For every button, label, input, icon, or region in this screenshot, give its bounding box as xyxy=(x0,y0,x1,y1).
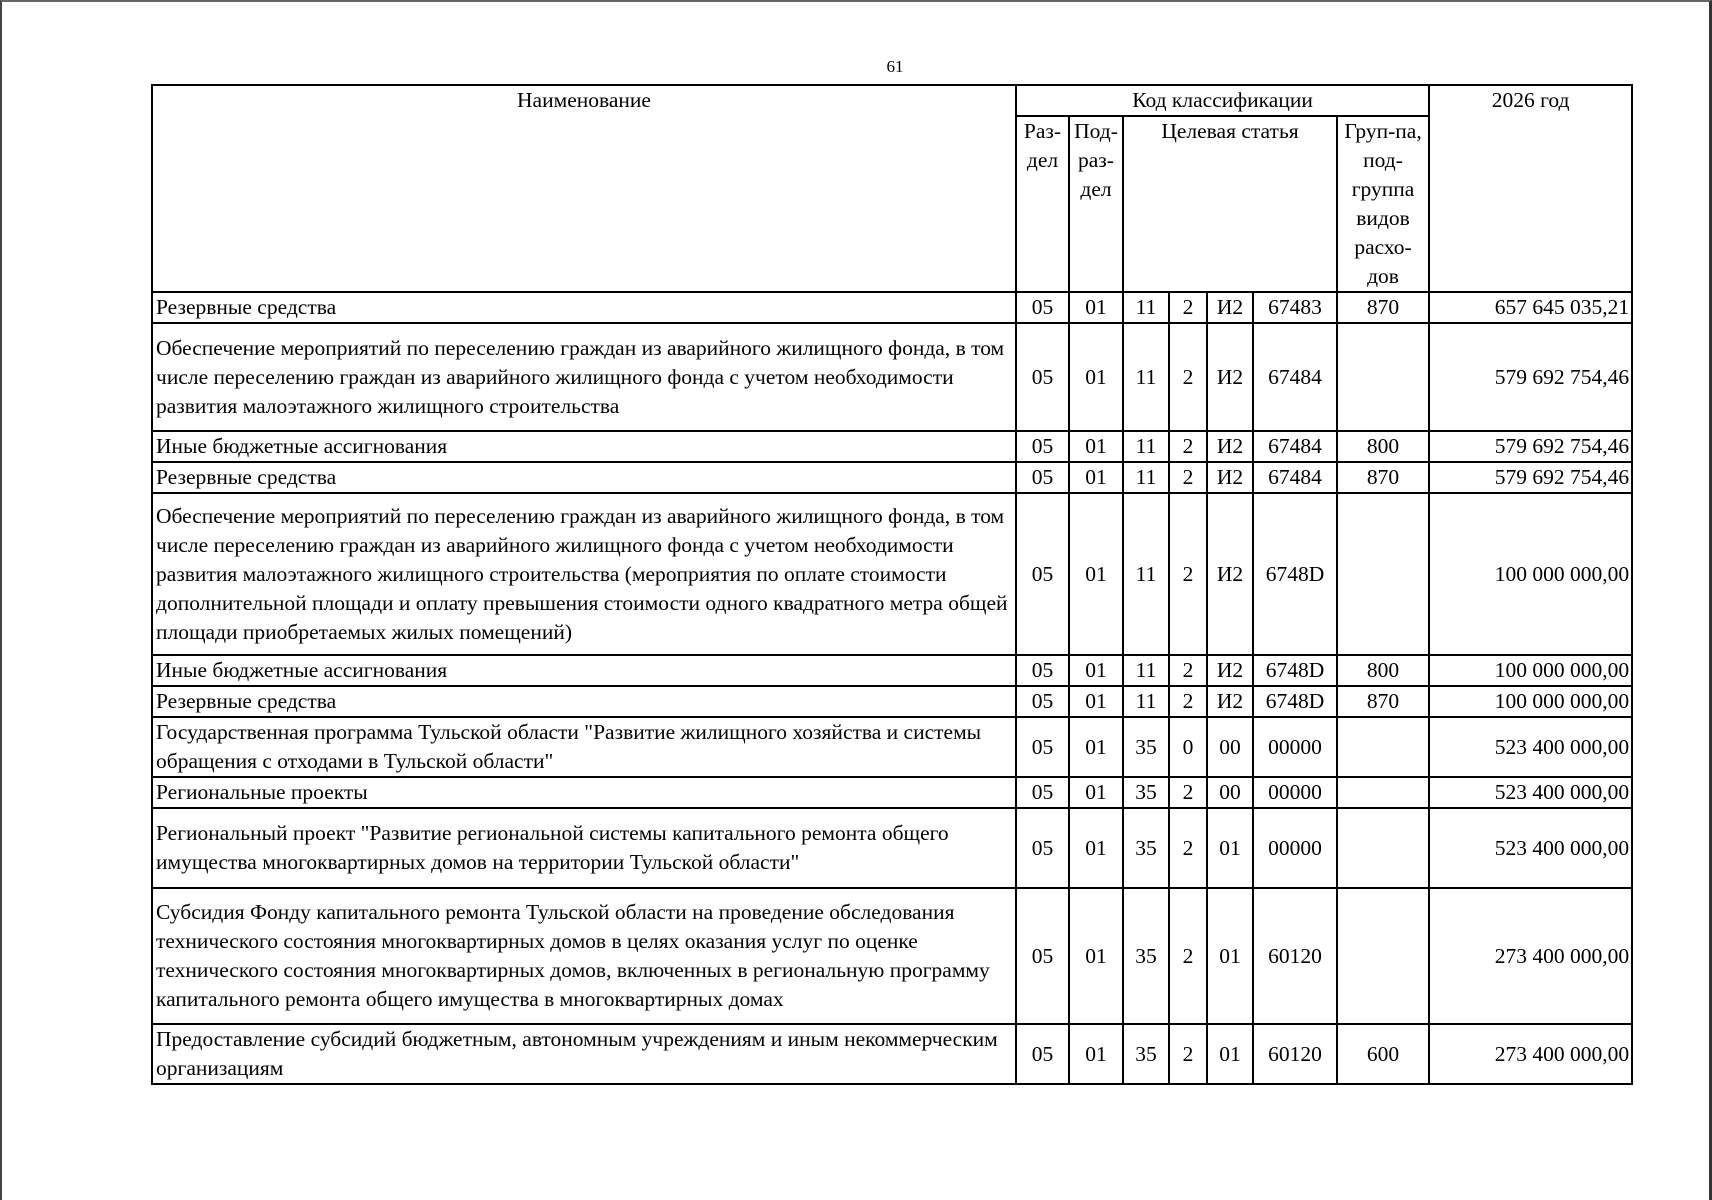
row-target-direction: 00 xyxy=(1207,777,1253,808)
row-expense-group: 600 xyxy=(1337,1024,1429,1084)
row-expense-group xyxy=(1337,323,1429,431)
row-expense-group: 800 xyxy=(1337,655,1429,686)
row-subsection: 01 xyxy=(1069,1024,1123,1084)
row-target-direction: И2 xyxy=(1207,686,1253,717)
header-expense-group: Груп-па, под-группа видов расхо-дов xyxy=(1337,116,1429,292)
row-target-direction: И2 xyxy=(1207,431,1253,462)
row-section: 05 xyxy=(1016,323,1069,431)
row-subsection: 01 xyxy=(1069,431,1123,462)
row-expense-group xyxy=(1337,493,1429,655)
table-row xyxy=(152,292,1632,323)
row-section: 05 xyxy=(1016,1024,1069,1084)
row-expense-group xyxy=(1337,777,1429,808)
row-target-program: 11 xyxy=(1123,686,1169,717)
row-target-code: 67483 xyxy=(1253,292,1337,323)
row-expense-group: 800 xyxy=(1337,431,1429,462)
row-subsection: 01 xyxy=(1069,292,1123,323)
row-amount: 100 000 000,00 xyxy=(1429,493,1632,655)
table-row xyxy=(152,777,1632,808)
row-target-direction: 01 xyxy=(1207,808,1253,888)
row-section: 05 xyxy=(1016,493,1069,655)
row-target-code: 67484 xyxy=(1253,431,1337,462)
row-target-direction: 00 xyxy=(1207,717,1253,777)
header-target-article: Целевая статья xyxy=(1123,116,1337,292)
row-target-direction: И2 xyxy=(1207,292,1253,323)
row-target-code: 67484 xyxy=(1253,323,1337,431)
row-section: 05 xyxy=(1016,292,1069,323)
row-amount: 579 692 754,46 xyxy=(1429,431,1632,462)
header-classification: Код классификации xyxy=(1016,85,1429,116)
row-target-subprogram: 2 xyxy=(1169,431,1207,462)
row-target-program: 35 xyxy=(1123,717,1169,777)
row-target-subprogram: 2 xyxy=(1169,686,1207,717)
row-target-code: 00000 xyxy=(1253,717,1337,777)
header-name: Наименование xyxy=(152,85,1016,292)
row-target-direction: 01 xyxy=(1207,888,1253,1024)
row-target-subprogram: 2 xyxy=(1169,292,1207,323)
row-expense-group: 870 xyxy=(1337,686,1429,717)
row-target-subprogram: 2 xyxy=(1169,808,1207,888)
row-target-subprogram: 2 xyxy=(1169,888,1207,1024)
row-name: Резервные средства xyxy=(152,292,1016,323)
row-name: Обеспечение мероприятий по переселению граждан из аварийного жилищного фонда, в том числе переселению граждан из аварийного жилищного фонда с учетом необходимости развития малоэтажного жилищного строительства (мероприятия по оплате стоимости дополнительной площади и оплату превышения стоимости одного квадратного метра общей площади приобретаемых жилых помещений) xyxy=(152,493,1016,655)
row-subsection: 01 xyxy=(1069,655,1123,686)
row-target-program: 11 xyxy=(1123,462,1169,493)
row-subsection: 01 xyxy=(1069,808,1123,888)
row-subsection: 01 xyxy=(1069,888,1123,1024)
row-section: 05 xyxy=(1016,777,1069,808)
table-row xyxy=(152,717,1632,777)
row-target-subprogram: 2 xyxy=(1169,1024,1207,1084)
row-target-code: 60120 xyxy=(1253,1024,1337,1084)
row-expense-group: 870 xyxy=(1337,292,1429,323)
row-target-code: 00000 xyxy=(1253,808,1337,888)
row-target-direction: И2 xyxy=(1207,462,1253,493)
row-target-code: 67484 xyxy=(1253,462,1337,493)
row-target-program: 35 xyxy=(1123,777,1169,808)
table-row xyxy=(152,462,1632,493)
table-row xyxy=(152,493,1632,655)
row-name: Иные бюджетные ассигнования xyxy=(152,431,1016,462)
row-amount: 657 645 035,21 xyxy=(1429,292,1632,323)
header-subsection: Под-раз-дел xyxy=(1069,116,1123,292)
table-row xyxy=(152,888,1632,1024)
row-subsection: 01 xyxy=(1069,323,1123,431)
row-name: Резервные средства xyxy=(152,686,1016,717)
row-target-subprogram: 2 xyxy=(1169,323,1207,431)
row-subsection: 01 xyxy=(1069,493,1123,655)
row-target-program: 11 xyxy=(1123,655,1169,686)
row-amount: 100 000 000,00 xyxy=(1429,655,1632,686)
table-row xyxy=(152,431,1632,462)
row-name: Региональный проект "Развитие региональной системы капитального ремонта общего имущества многоквартирных домов на территории Тульской области" xyxy=(152,808,1016,888)
row-target-direction: И2 xyxy=(1207,655,1253,686)
row-target-program: 11 xyxy=(1123,431,1169,462)
row-target-program: 35 xyxy=(1123,888,1169,1024)
row-target-code: 6748D xyxy=(1253,655,1337,686)
row-target-code: 00000 xyxy=(1253,777,1337,808)
row-name: Государственная программа Тульской области "Развитие жилищного хозяйства и системы обращения с отходами в Тульской области" xyxy=(152,717,1016,777)
header-year: 2026 год xyxy=(1429,85,1632,292)
budget-table xyxy=(151,84,1633,1085)
row-subsection: 01 xyxy=(1069,686,1123,717)
table-row xyxy=(152,1024,1632,1084)
row-section: 05 xyxy=(1016,462,1069,493)
row-expense-group xyxy=(1337,888,1429,1024)
row-name: Региональные проекты xyxy=(152,777,1016,808)
row-name: Обеспечение мероприятий по переселению граждан из аварийного жилищного фонда, в том числе переселению граждан из аварийного жилищного фонда с учетом необходимости развития малоэтажного жилищного строительства xyxy=(152,323,1016,431)
row-section: 05 xyxy=(1016,808,1069,888)
row-expense-group: 870 xyxy=(1337,462,1429,493)
row-name: Иные бюджетные ассигнования xyxy=(152,655,1016,686)
row-amount: 273 400 000,00 xyxy=(1429,1024,1632,1084)
row-amount: 523 400 000,00 xyxy=(1429,777,1632,808)
row-amount: 100 000 000,00 xyxy=(1429,686,1632,717)
row-subsection: 01 xyxy=(1069,462,1123,493)
row-expense-group xyxy=(1337,808,1429,888)
row-target-direction: И2 xyxy=(1207,493,1253,655)
row-amount: 273 400 000,00 xyxy=(1429,888,1632,1024)
table-body xyxy=(152,292,1632,1084)
row-subsection: 01 xyxy=(1069,777,1123,808)
row-target-subprogram: 2 xyxy=(1169,462,1207,493)
row-target-subprogram: 2 xyxy=(1169,655,1207,686)
table-row xyxy=(152,323,1632,431)
table-row xyxy=(152,686,1632,717)
row-section: 05 xyxy=(1016,888,1069,1024)
row-target-code: 6748D xyxy=(1253,686,1337,717)
row-subsection: 01 xyxy=(1069,717,1123,777)
row-name: Предоставление субсидий бюджетным, автономным учреждениям и иным некоммерческим организациям xyxy=(152,1024,1016,1084)
table-row xyxy=(152,808,1632,888)
row-section: 05 xyxy=(1016,655,1069,686)
row-target-subprogram: 2 xyxy=(1169,777,1207,808)
row-section: 05 xyxy=(1016,717,1069,777)
row-target-direction: И2 xyxy=(1207,323,1253,431)
row-name: Субсидия Фонду капитального ремонта Тульской области на проведение обследования технического состояния многоквартирных домов в целях оказания услуг по оценке технического состояния многоквартирных домов, включенных в региональную программу капитального ремонта общего имущества в многоквартирных домах xyxy=(152,888,1016,1024)
row-amount: 579 692 754,46 xyxy=(1429,462,1632,493)
row-amount: 523 400 000,00 xyxy=(1429,717,1632,777)
row-expense-group xyxy=(1337,717,1429,777)
row-section: 05 xyxy=(1016,431,1069,462)
page-number: 61 xyxy=(886,57,904,76)
header-section: Раз-дел xyxy=(1016,116,1069,292)
row-target-program: 11 xyxy=(1123,323,1169,431)
row-target-code: 6748D xyxy=(1253,493,1337,655)
row-section: 05 xyxy=(1016,686,1069,717)
row-target-program: 35 xyxy=(1123,1024,1169,1084)
row-target-program: 11 xyxy=(1123,493,1169,655)
row-name: Резервные средства xyxy=(152,462,1016,493)
row-amount: 523 400 000,00 xyxy=(1429,808,1632,888)
row-amount: 579 692 754,46 xyxy=(1429,323,1632,431)
table-row xyxy=(152,655,1632,686)
row-target-code: 60120 xyxy=(1253,888,1337,1024)
row-target-subprogram: 2 xyxy=(1169,493,1207,655)
row-target-program: 35 xyxy=(1123,808,1169,888)
row-target-subprogram: 0 xyxy=(1169,717,1207,777)
row-target-program: 11 xyxy=(1123,292,1169,323)
row-target-direction: 01 xyxy=(1207,1024,1253,1084)
